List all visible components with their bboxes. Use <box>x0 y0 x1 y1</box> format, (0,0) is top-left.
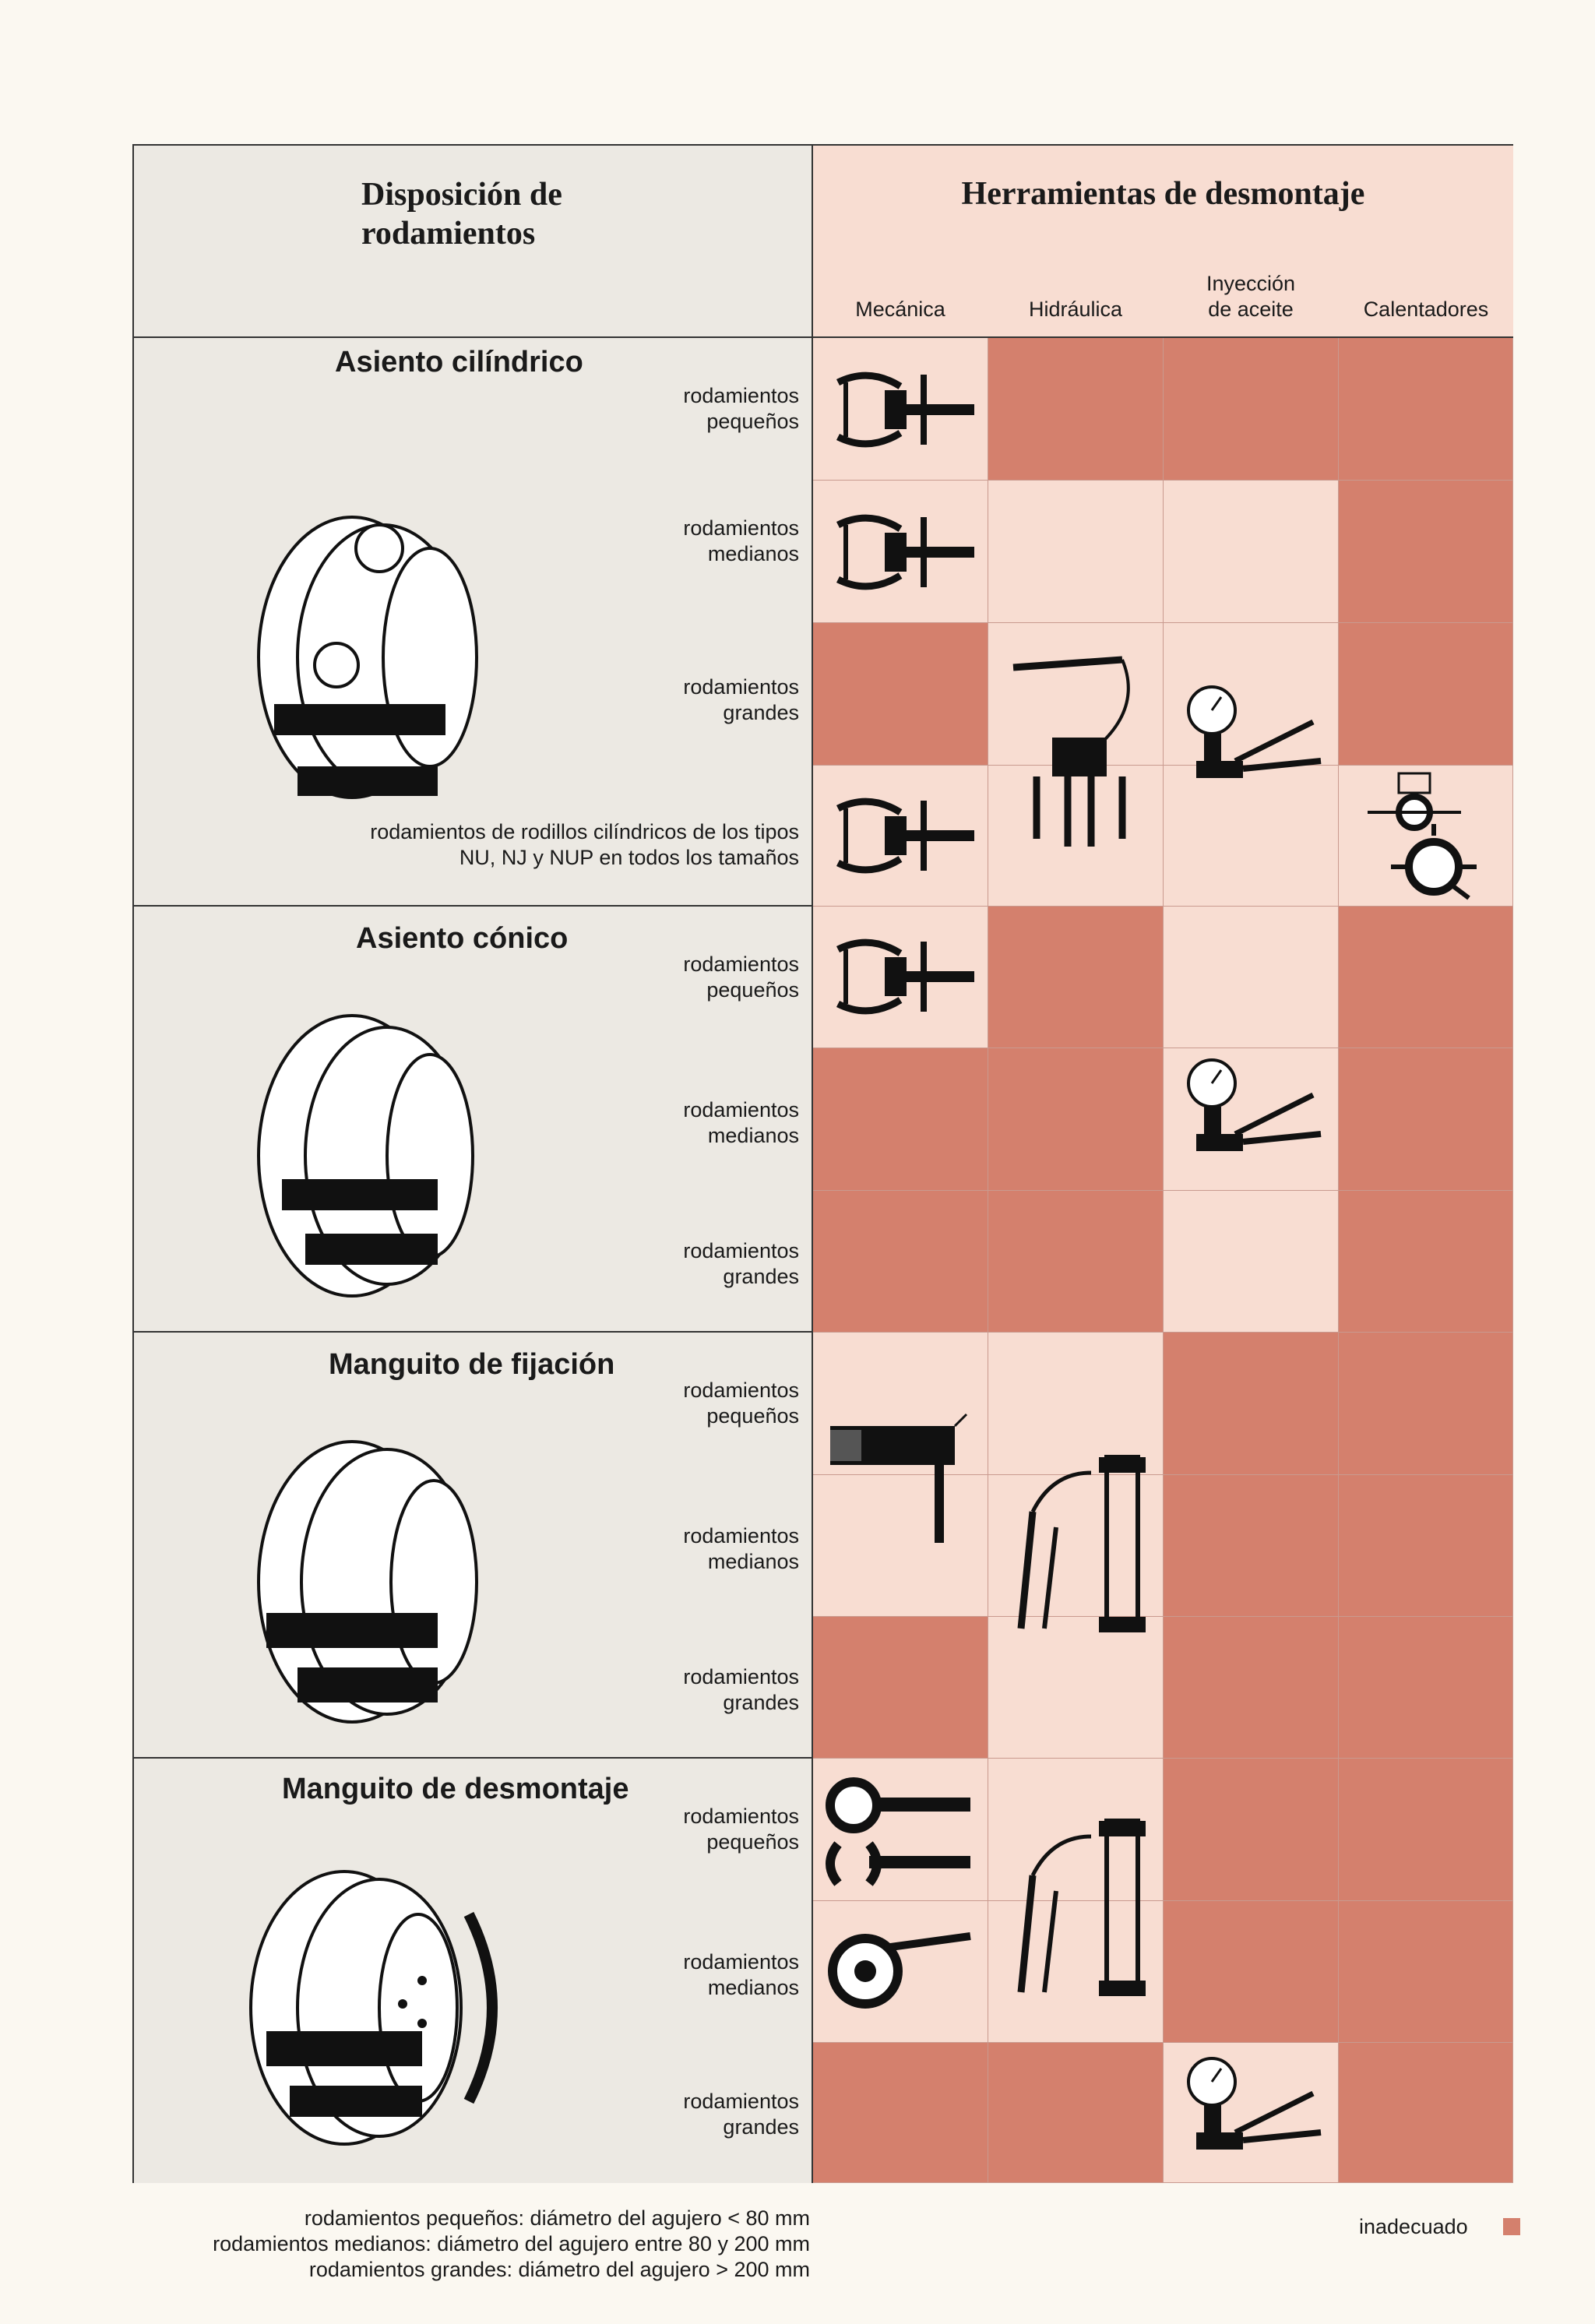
group-title: Asiento cónico <box>356 922 569 955</box>
row-label-small: rodamientos pequeños <box>683 384 799 433</box>
size-definitions <box>213 2206 810 2283</box>
cell-unsuitable <box>1164 1475 1339 1617</box>
cell-unsuitable <box>1339 1191 1513 1333</box>
row-label-large: rodamientos grandes <box>683 675 799 724</box>
puller-icon <box>822 926 978 1027</box>
cell-unsuitable <box>1339 1048 1513 1191</box>
cell-unsuitable <box>1339 1617 1513 1759</box>
footnote-small: rodamientos pequeños: diámetro del agujero < 80 mm <box>304 2206 810 2230</box>
cell-suitable <box>988 481 1164 623</box>
header-left-title <box>361 175 562 253</box>
column-header-oil-injection: Inyección de aceite <box>1206 272 1296 321</box>
group-title: Asiento cilíndrico <box>335 346 583 379</box>
row-label-medium: rodamientos medianos <box>683 1950 799 1999</box>
cell-unsuitable <box>813 623 988 766</box>
row-label-medium: rodamientos medianos <box>683 1098 799 1147</box>
hook-spanner-icon <box>822 1833 978 1895</box>
group-cylindrical-seat <box>134 338 812 907</box>
cell-suitable <box>1164 481 1339 623</box>
ball-bearing-illustration <box>251 502 484 805</box>
cell-unsuitable <box>1339 1901 1513 2043</box>
cell-unsuitable <box>1339 2043 1513 2183</box>
group-tapered-seat <box>134 907 812 1333</box>
group-withdrawal-sleeve <box>134 1759 812 2183</box>
cell-unsuitable <box>1164 1333 1339 1475</box>
oil-injector-icon <box>1173 675 1329 808</box>
cell-unsuitable <box>813 1191 988 1333</box>
column-header-heaters: Calentadores <box>1363 298 1489 321</box>
group-adapter-sleeve <box>134 1333 812 1759</box>
row-label-cylindrical-roller-types: rodamientos de rodillos cilíndricos de los tipos NU, NJ y NUP en todos los tamaños <box>370 820 799 869</box>
row-label-large: rodamientos grandes <box>683 1239 799 1288</box>
cell-unsuitable <box>1164 338 1339 481</box>
column-header-hydraulic: Hidráulica <box>1028 298 1123 321</box>
arrangement-labels <box>134 338 813 2183</box>
cell-unsuitable <box>1339 1475 1513 1617</box>
hydraulic-pump-icon <box>998 1805 1153 2008</box>
cell-unsuitable <box>988 1191 1164 1333</box>
group-title: Manguito de desmontaje <box>282 1773 629 1805</box>
cell-unsuitable <box>1339 1759 1513 1901</box>
adapter-sleeve-bearing-illustration <box>251 1418 484 1745</box>
row-label-small: rodamientos pequeños <box>683 952 799 1002</box>
header-left-title-line1: Disposición de <box>361 177 562 213</box>
cell-unsuitable <box>813 2043 988 2183</box>
footnote-medium: rodamientos medianos: diámetro del agujero entre 80 y 200 mm <box>213 2232 810 2255</box>
puller-icon <box>822 785 978 886</box>
cell-unsuitable <box>813 1617 988 1759</box>
cell-unsuitable <box>1339 907 1513 1048</box>
impact-spanner-icon <box>822 1917 978 2010</box>
row-label-small: rodamientos pequeños <box>683 1805 799 1854</box>
puller-icon <box>822 502 978 603</box>
header-bearing-arrangement <box>134 146 813 338</box>
cell-unsuitable <box>1164 1759 1339 1901</box>
row-label-large: rodamientos grandes <box>683 1665 799 1714</box>
row-label-medium: rodamientos medianos <box>683 1524 799 1573</box>
cell-unsuitable <box>1339 481 1513 623</box>
hydraulic-nut-icon <box>1005 636 1146 854</box>
cell-unsuitable <box>988 2043 1164 2183</box>
induction-heater-icon <box>1360 769 1492 902</box>
cell-unsuitable <box>1164 1901 1339 2043</box>
puller-icon <box>822 359 978 460</box>
header-disassembly-tools <box>813 146 1513 338</box>
withdrawal-sleeve-bearing-illustration <box>235 1844 516 2164</box>
cell-unsuitable <box>1164 1617 1339 1759</box>
row-label-medium: rodamientos medianos <box>683 516 799 565</box>
row-label-small: rodamientos pequeños <box>683 1379 799 1428</box>
oil-injector-icon <box>1173 1048 1329 1181</box>
column-header-mechanical: Mecánica <box>855 298 945 321</box>
group-title: Manguito de fijación <box>329 1348 615 1381</box>
header-left-title-line2: rodamientos <box>361 216 536 252</box>
cell-suitable <box>1164 1191 1339 1333</box>
cell-unsuitable <box>1339 338 1513 481</box>
row-label-large: rodamientos grandes <box>683 2090 799 2139</box>
tapered-seat-bearing-illustration <box>251 1000 484 1312</box>
legend-label: inadecuado <box>1359 2215 1468 2238</box>
cell-suitable <box>1164 907 1339 1048</box>
header-right-title: Herramientas de desmontaje <box>961 176 1365 212</box>
hydraulic-pump-icon <box>998 1442 1153 1644</box>
footnote-large: rodamientos grandes: diámetro del agujero > 200 mm <box>308 2258 810 2281</box>
disassembly-tools-table <box>132 144 1513 2183</box>
cell-unsuitable <box>988 338 1164 481</box>
cell-unsuitable <box>1339 623 1513 766</box>
cell-unsuitable <box>1339 1333 1513 1475</box>
legend-swatch <box>1503 2218 1520 2235</box>
cell-unsuitable <box>813 1048 988 1191</box>
cell-unsuitable <box>988 907 1164 1048</box>
hook-spanner-icon <box>822 1774 978 1836</box>
oil-injector-icon <box>1173 2047 1329 2179</box>
cell-unsuitable <box>988 1048 1164 1191</box>
hydraulic-nut-icon <box>822 1410 978 1551</box>
